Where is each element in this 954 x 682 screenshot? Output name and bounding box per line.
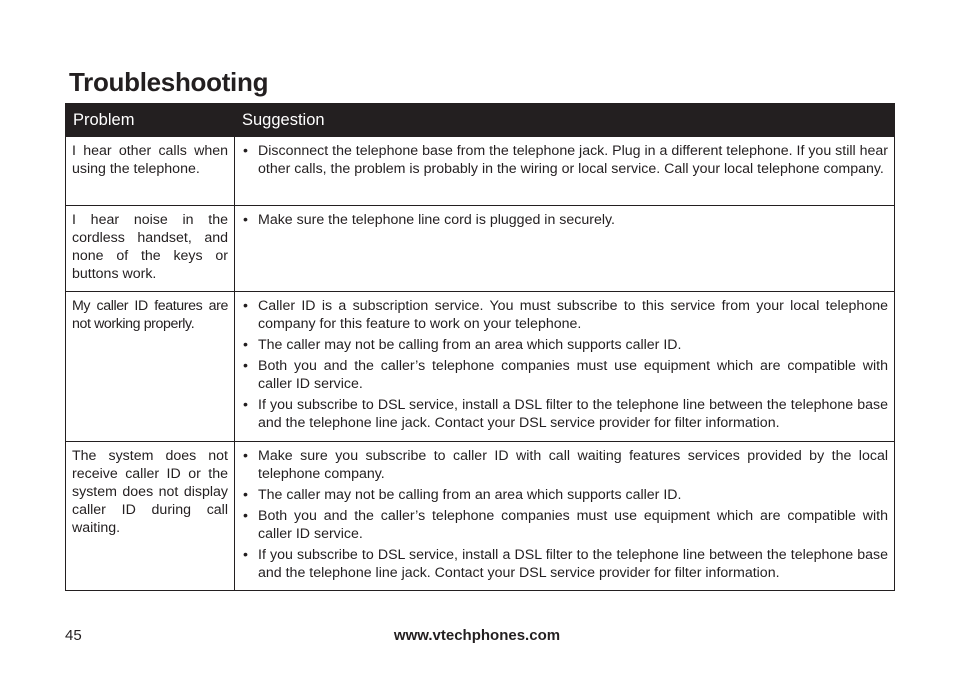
suggestion-item: [241, 447, 888, 483]
suggestion-text: Caller ID is a subscription service. You must subscribe to this service from your local telephone company for this feature to work on your telephone.: [258, 298, 888, 332]
table-row: [66, 137, 895, 206]
bullet-icon: •: [243, 397, 248, 413]
suggestion-item: [241, 142, 888, 178]
suggestion-text: If you subscribe to DSL service, install a DSL filter to the telephone line between the telephone base and the telephone line jack. Contact your DSL service provider for filter information.: [258, 397, 888, 431]
suggestion-column-header: Suggestion: [235, 104, 895, 137]
suggestion-cell: [235, 206, 895, 292]
bullet-icon: •: [243, 547, 248, 563]
bullet-icon: •: [243, 143, 248, 159]
bullet-icon: •: [243, 298, 248, 314]
suggestion-text: Both you and the caller’s telephone companies must use equipment which are compatible with caller ID service.: [258, 358, 888, 392]
bullet-icon: •: [243, 508, 248, 524]
footer-url: www.vtechphones.com: [393, 627, 561, 644]
table-row: [66, 206, 895, 292]
suggestion-item: [241, 507, 888, 543]
bullet-icon: •: [243, 448, 248, 464]
table-row: [66, 442, 895, 591]
suggestion-list: [241, 211, 888, 229]
bullet-icon: •: [243, 212, 248, 228]
suggestion-item: [241, 486, 888, 504]
problem-cell: I hear other calls when using the telephone.: [66, 137, 235, 206]
suggestion-text: Make sure you subscribe to caller ID with call waiting features services provided by the local telephone company.: [258, 448, 888, 482]
suggestion-list: [241, 447, 888, 582]
bullet-icon: •: [243, 337, 248, 353]
suggestion-text: Both you and the caller’s telephone companies must use equipment which are compatible with caller ID service.: [258, 508, 888, 542]
suggestion-item: [241, 357, 888, 393]
problem-column-header: Problem: [66, 104, 235, 137]
suggestion-text: If you subscribe to DSL service, install a DSL filter to the telephone line between the telephone base and the telephone line jack. Contact your DSL service provider for filter information.: [258, 547, 888, 581]
table-row: [66, 292, 895, 442]
suggestion-cell: [235, 292, 895, 442]
problem-cell: My caller ID features are not working properly.: [66, 292, 235, 442]
page-title: Troubleshooting: [69, 67, 269, 97]
table-header-row: [66, 104, 895, 137]
problem-cell: The system does not receive caller ID or the system does not display caller ID during call waiting.: [66, 442, 235, 591]
suggestion-item: [241, 396, 888, 432]
problem-cell: I hear noise in the cordless handset, and none of the keys or buttons work.: [66, 206, 235, 292]
suggestion-text: Disconnect the telephone base from the telephone jack. Plug in a different telephone. If you still hear other calls, the problem is probably in the wiring or local service. Call your local telephone company.: [258, 143, 888, 177]
suggestion-text: The caller may not be calling from an area which supports caller ID.: [258, 487, 682, 503]
page-number: 45: [65, 627, 82, 644]
suggestion-item: [241, 297, 888, 333]
suggestion-cell: [235, 442, 895, 591]
suggestion-item: [241, 336, 888, 354]
bullet-icon: •: [243, 358, 248, 374]
suggestion-text: The caller may not be calling from an area which supports caller ID.: [258, 337, 682, 353]
suggestion-item: [241, 546, 888, 582]
suggestion-text: Make sure the telephone line cord is plugged in securely.: [258, 212, 616, 228]
suggestion-list: [241, 297, 888, 432]
bullet-icon: •: [243, 487, 248, 503]
suggestion-item: [241, 211, 888, 229]
suggestion-cell: [235, 137, 895, 206]
suggestion-list: [241, 142, 888, 178]
troubleshooting-table: [65, 103, 895, 591]
